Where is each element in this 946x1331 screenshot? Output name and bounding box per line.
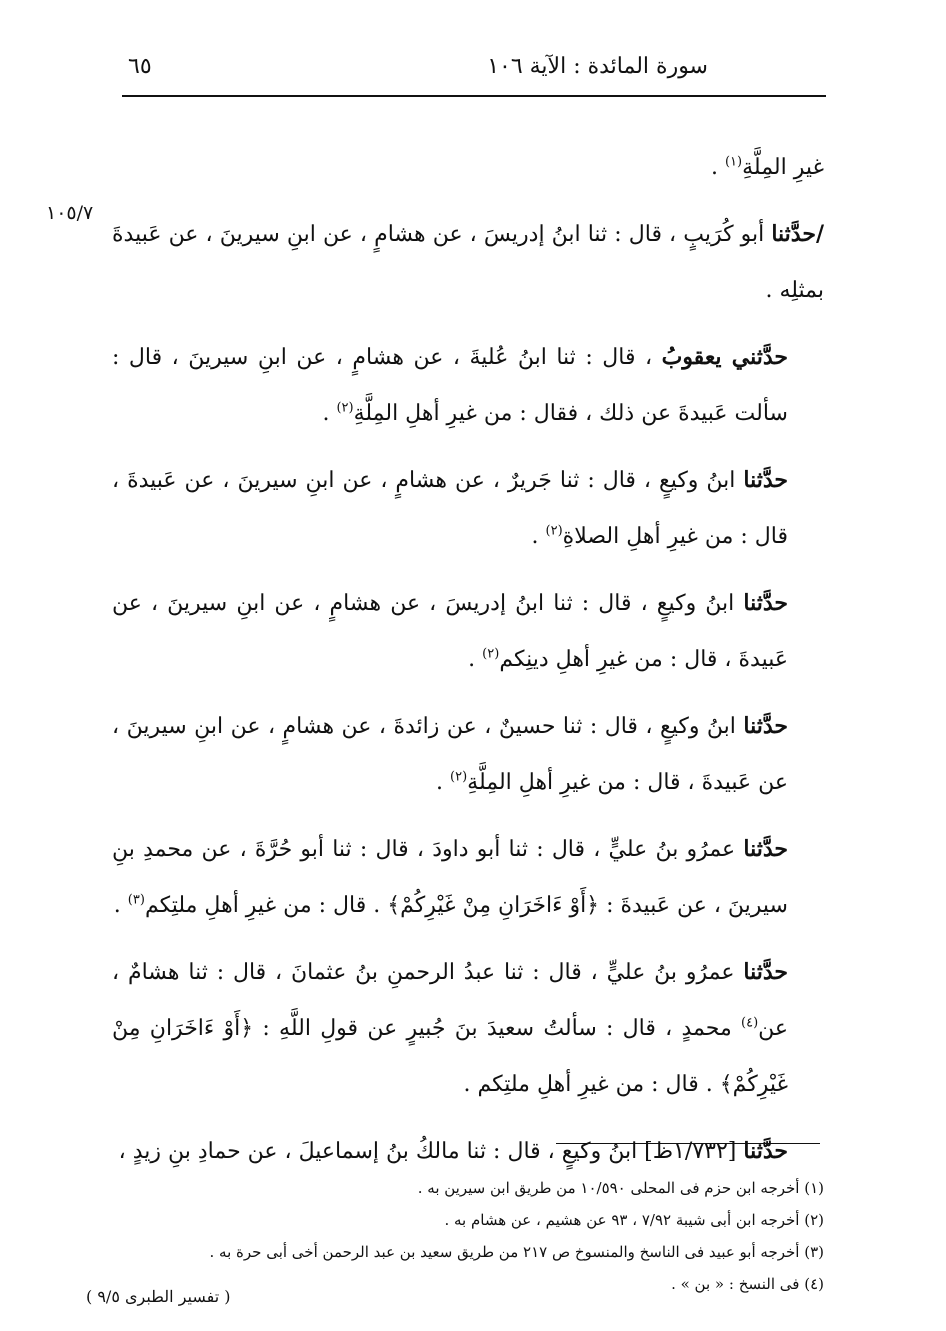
paragraph-2: [112, 329, 824, 442]
footnote-ref: (١): [724, 154, 743, 170]
isnad-lead: /حدَّثنا: [771, 221, 824, 247]
page-header: [120, 54, 826, 94]
para-tail: .: [468, 647, 483, 672]
footnote-ref: (٢): [336, 400, 354, 416]
para-text: [١/٧٣٢ظ] ابنُ وكيعٍ ، قال : ثنا مالكُ بنُ إسماعيلَ ، عن حمادِ بنِ زيدٍ ،: [118, 1139, 744, 1164]
footnote: (٣) أخرجه أبو عبيد فى الناسخ والمنسوخ ص ٢١٧ من طريق سعيد بن عبد الرحمن أخى أبى حرة به .: [209, 1243, 824, 1261]
para-text: عمرُو بنُ عليٍّ ، قال : ثنا أبو داودَ ، قال : ثنا أبو حُرَّةَ ، عن محمدِ بنِ سيرينَ ، عن عَبيدةَ :: [112, 837, 788, 918]
para-text: ابنُ وكيعٍ ، قال : ثنا ابنُ إدريسَ ، عن هشامٍ ، عن ابنِ سيرينَ ، عن عَبيدةَ ، قال : من غيرِ أهلِ دينِكم: [112, 591, 788, 672]
para-text: عمرُو بنُ عليٍّ ، قال : ثنا عبدُ الرحمنِ بنُ عثمانَ ، قال : ثنا هشامٌ ، عن: [112, 960, 789, 1041]
para-text: أبو كُرَيبٍ ، قال : ثنا ابنُ إدريسَ ، عن هشامٍ ، عن ابنِ سيرينَ ، عن عَبيدةَ بمثلِه .: [112, 222, 824, 303]
footnote-ref: (٢): [545, 523, 563, 539]
para-text: . قال : من غيرِ أهلِ ملتِكم: [144, 893, 388, 918]
para-tail: .: [710, 155, 725, 180]
signature-mark: ( تفسير الطبرى ٩/٥ ): [86, 1287, 231, 1306]
isnad-lead: حدَّثنا: [743, 836, 788, 862]
margin-note: ١٠٥/٧: [46, 202, 94, 224]
footnote-ref: (٤): [741, 1015, 759, 1031]
page-number: ٦٥: [128, 54, 152, 79]
footnote-ref: (٢): [450, 769, 468, 785]
paragraph-6: [112, 821, 824, 934]
footnote-ref: (٢): [482, 646, 500, 662]
para-tail: .: [113, 893, 128, 918]
paragraph-3: [112, 452, 824, 565]
main-text: [112, 140, 824, 1190]
footnotes: [112, 1172, 824, 1300]
isnad-lead: حدَّثنا: [743, 713, 788, 739]
para-tail: .: [322, 401, 337, 426]
isnad-lead: حدَّثنا: [743, 959, 788, 985]
paragraph-0: [112, 140, 824, 196]
para-text: ابنُ وكيعٍ ، قال : ثنا جَريرٌ ، عن هشامٍ ، عن ابنِ سيرينَ ، عن عَبيدةَ ، قال : من غيرِ أهلِ الصلاةِ: [112, 468, 788, 549]
quran-quote: ﴿أَوْ ءَاخَرَانِ مِنْ غَيْرِكُمْ﴾: [387, 893, 600, 918]
footnote-rule: [556, 1143, 820, 1144]
paragraph-4: [112, 575, 824, 688]
running-title: سورة المائدة : الآية ١٠٦: [487, 54, 708, 79]
isnad-lead: حدَّثنا: [743, 590, 788, 616]
para-text: غيرِ المِلَّةِ: [742, 155, 824, 180]
para-text: . قال : من غيرِ أهلِ ملتِكم .: [463, 1072, 720, 1097]
para-text: محمدٍ ، قال : سألتُ سعيدَ بنَ جُبيرٍ عن قولِ اللَّهِ :: [253, 1016, 741, 1041]
para-tail: .: [436, 770, 451, 795]
footnote-ref: (٣): [127, 892, 145, 908]
header-rule: [122, 95, 826, 97]
footnote: (٤) فى النسخ : « بن » .: [671, 1275, 824, 1293]
footnote: (٢) أخرجه ابن أبى شيبة ٧/٩٢ ، ٩٣ عن هشيم ، عن هشام به .: [444, 1211, 824, 1229]
isnad-lead: حدَّثنا: [743, 1138, 788, 1164]
para-tail: .: [531, 524, 546, 549]
quran-quote: ﴿أَوْ ءَاخَرَانِ مِنْ غَيْرِكُمْ﴾: [112, 1016, 788, 1097]
paragraph-5: [112, 698, 824, 811]
para-text: ، قال : ثنا ابنُ عُليةَ ، عن هشامٍ ، عن ابنِ سيرينَ ، قال : سألت عَبيدةَ عن ذلك ، فقال : من غيرِ أهلِ المِلَّةِ: [112, 345, 788, 426]
footnote: (١) أخرجه ابن حزم فى المحلى ١٠/٥٩٠ من طريق ابن سيرين به .: [417, 1179, 824, 1197]
paragraph-1: [112, 206, 824, 319]
paragraph-7: [112, 944, 824, 1113]
isnad-lead: حدَّثني يعقوبُ: [661, 344, 788, 370]
isnad-lead: حدَّثنا: [743, 467, 788, 493]
para-text: ابنُ وكيعٍ ، قال : ثنا حسينٌ ، عن زائدةَ ، عن هشامٍ ، عن ابنِ سيرينَ ، عن عَبيدةَ ، قال : من غيرِ أهلِ المِلَّةِ: [112, 714, 788, 795]
